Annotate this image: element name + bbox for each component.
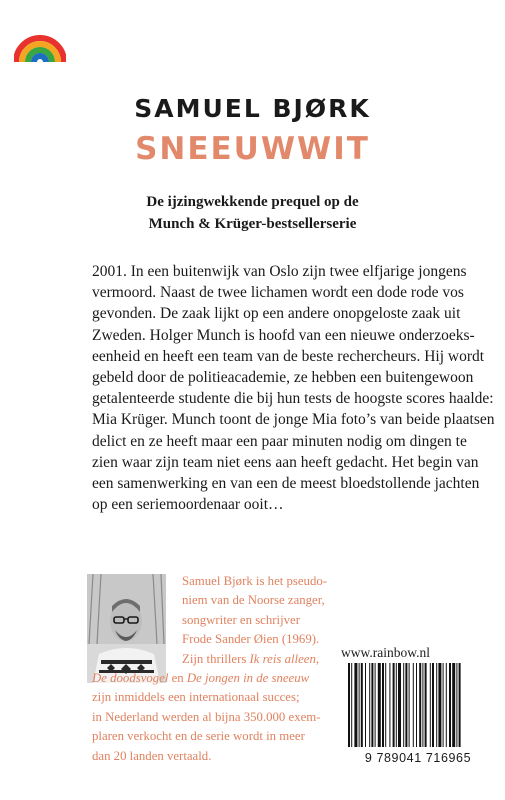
blurb-line: zien waar zijn team niet eens aan heeft gedacht. Het begin van: [92, 453, 479, 471]
subtitle-line: De ijzingwekkende prequel op de: [146, 194, 359, 210]
barcode-bar: [398, 663, 401, 747]
barcode-bar: [354, 663, 357, 747]
barcode-bar: [413, 663, 414, 747]
barcode-bar: [351, 663, 352, 747]
book-title-de-jongen-in-de-sneeuw: De jongen in de sneeuw: [186, 671, 310, 685]
barcode-bar: [375, 663, 376, 747]
barcode-bar: [359, 663, 360, 747]
barcode-bar: [405, 663, 407, 747]
barcode-bar: [422, 663, 423, 747]
barcode-bar: [361, 663, 363, 747]
blurb-line: vermoord. Naast de twee lichamen wordt een dode rode vos: [92, 284, 464, 302]
publisher-url[interactable]: www.rainbow.nl: [341, 645, 430, 660]
barcode-bar: [425, 663, 427, 747]
bio-line: niem van de Noorse zanger,: [182, 593, 325, 608]
barcode-bar: [446, 663, 447, 747]
barcode-bar: [430, 663, 431, 747]
barcode-bar: [396, 663, 397, 747]
bio-connector: en: [171, 671, 184, 685]
blurb-line: Mia Krüger. Munch toont de jonge Mia foto’s van beide plaatsen: [92, 411, 495, 429]
blurb: [92, 261, 495, 515]
barcode-bar: [389, 663, 390, 747]
barcode-bar: [436, 663, 437, 747]
barcode-bar: [369, 663, 370, 747]
bio-text: Zijn thrillers: [182, 651, 247, 666]
bio-line: songwriter en schrijver: [182, 612, 300, 627]
blurb-line: gevonden. De zaak lijkt op een andere onopgeloste zaak uit: [92, 305, 461, 323]
bio-line: [92, 669, 309, 688]
author-name: SAMUEL BJØRK: [134, 94, 371, 123]
barcode-bar: [385, 663, 386, 747]
blurb-line: een samenwerking en van een de meest bloedstollende jachten: [92, 474, 480, 492]
barcode-bar: [382, 663, 384, 747]
bio-line: plaren verkocht en de serie wordt in meer: [92, 729, 305, 744]
barcode-bar: [378, 663, 381, 747]
book-title-ik-reis-alleen: Ik reis alleen,: [249, 651, 320, 666]
book-title: SNEEUWWIT: [135, 131, 370, 167]
subtitle: [0, 191, 505, 235]
barcode-bar: [348, 663, 350, 747]
barcode-bar: [432, 663, 434, 747]
bio-line: Samuel Bjørk is het pseudo-: [182, 574, 328, 588]
barcode-bar: [416, 663, 417, 747]
blurb-line: 2001. In een buitenwijk van Oslo zijn twee elfjarige jongens: [92, 263, 467, 280]
barcode-bar: [452, 663, 455, 747]
barcode-bar: [371, 663, 373, 747]
bio-line: Frode Sander Øien (1969).: [182, 632, 320, 647]
book-title-de-doodsvogel: De doodsvogel: [92, 671, 169, 685]
barcode-bar: [365, 663, 366, 747]
barcode-bar: [443, 663, 444, 747]
barcode-bar: [459, 663, 461, 747]
bio-line: [182, 650, 319, 669]
barcode-bar: [403, 663, 404, 747]
barcode-bar: [456, 663, 457, 747]
blurb-line: Zweden. Holger Munch is hoofd van een nieuwe onderzoeks-: [92, 326, 475, 344]
bio-line: zijn inmiddels een internationaal succes;: [92, 690, 300, 705]
bio-line: dan 20 landen vertaald.: [92, 748, 212, 763]
rainbow-logo-icon: [14, 18, 66, 64]
blurb-line: eenheid en heeft een team van de beste rechercheurs. Hij wordt: [92, 347, 485, 365]
barcode-bar: [419, 663, 421, 747]
blurb-line: op een seriemoordenaar ooit…: [92, 496, 284, 514]
barcode-bar: [393, 663, 395, 747]
blurb-line: getalenteerde studente die bij hun tests de hoogste scores haalde:: [92, 390, 494, 408]
barcode-bar: [438, 663, 441, 747]
barcode-number: 9 789041 716965: [364, 751, 472, 765]
barcode-bar: [409, 663, 410, 747]
bio-line: in Nederland werden al bijna 350.000 exem-: [92, 709, 321, 724]
blurb-line: gebeld door de politieacademie, ze hebben een buitengewoon: [92, 368, 474, 386]
subtitle-line: Munch & Krüger-bestsellerserie: [148, 216, 357, 232]
author-photo: [87, 574, 169, 685]
barcode: [347, 663, 492, 747]
blurb-line: delict en ze heeft maar een paar minuten nodig om dingen te: [92, 432, 467, 450]
barcode-bar: [449, 663, 451, 747]
